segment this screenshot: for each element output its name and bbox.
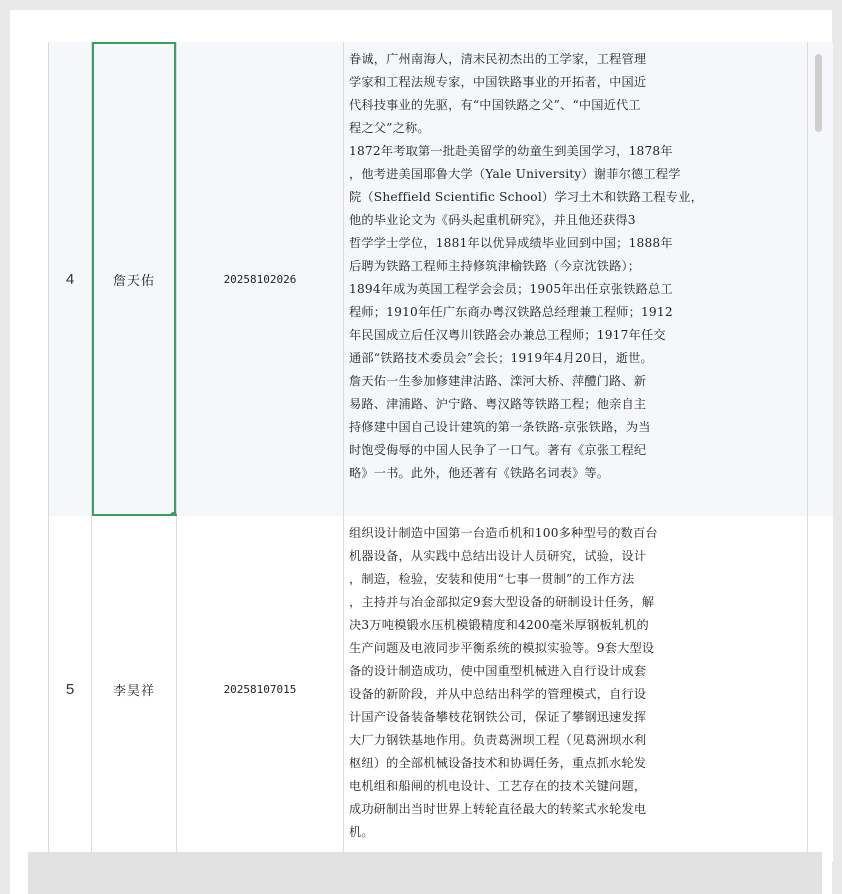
description-line: 设备的新阶段，并从中总结出科学的管理模式，自行设 [349,687,647,701]
description-line: 机。 [349,825,374,839]
description-line: 1872年考取第一批赴美留学的幼童生到美国学习，1878年 [349,144,673,158]
description-line: 决3万吨模锻水压机模锻精度和4200毫米厚钢板轧机的 [349,618,649,632]
student-id-cell[interactable]: 20258107015 [223,682,297,696]
name-cell[interactable]: 詹天佑 [92,42,176,516]
spreadsheet-view [10,10,832,894]
column-divider [807,42,808,516]
description-line: 后聘为铁路工程师主持修筑津榆铁路（今京沈铁路）； [349,259,641,273]
column-divider [807,516,808,862]
description-line: 程之父”之称。 [349,121,430,135]
description-line: 大厂力钢铁基地作用。负责葛洲坝工程（见葛洲坝水利 [349,733,647,747]
student-id-cell[interactable]: 20258102026 [223,272,297,286]
description-line: 成功研制出当时世界上转轮直径最大的转桨式水轮发电 [349,802,647,816]
description-cell[interactable] [345,516,805,862]
description-line: ，他考进美国耶鲁大学（Yale University）谢菲尔德工程学 [349,167,681,181]
description-line: 计国产设备装备攀枝花钢铁公司，保证了攀钢迅速发挥 [349,710,647,724]
description-line: 时饱受侮辱的中国人民争了一口气。著有《京张工程纪 [349,443,647,457]
description-line: 代科技事业的先驱，有“中国铁路之父”、“中国近代工 [349,98,641,112]
name-cell[interactable]: 李昊祥 [112,683,155,699]
row-index: 5 [65,680,75,698]
description-line: 机器设备，从实践中总结出设计人员研究，试验，设计 [349,549,647,563]
description-line: 院（Sheffield Scientific School）学习土木和铁路工程专业， [349,190,703,204]
description-line: 哲学学士学位，1881年以优异成绩毕业回到中国；1888年 [349,236,673,250]
table-row[interactable] [49,516,833,862]
description-line: 电机组和船闸的机电设计、工艺存在的技术关键问题， [349,779,647,793]
description-line: 詹天佑一生参加修建津沽路、滦河大桥、萍醴门路、新 [349,374,647,388]
description-line: ，制造，检验，安装和使用“七事一贯制”的工作方法 [349,572,635,586]
description-line: 生产问题及电液同步平衡系统的模拟实验等。9套大型设 [349,641,655,655]
description-line: 程师；1910年任广东商办粤汉铁路总经理兼工程师；1912 [349,305,673,319]
description-line: 枢纽）的全部机械设备技术和协调任务，重点抓水轮发 [349,756,647,770]
column-divider [343,42,344,516]
description-line: 组织设计制造中国第一台造币机和100多种型号的数百台 [349,526,658,540]
bottom-bar [28,852,822,894]
table-row[interactable] [49,42,833,516]
description-line: 他的毕业论文为《码头起重机研究》，并且他还获得3 [349,213,636,227]
description-line: 学家和工程法规专家，中国铁路事业的开拓者，中国近 [349,75,647,89]
description-line: 持修建中国自己设计建筑的第一条铁路-京张铁路，为当 [349,420,651,434]
column-divider [343,516,344,862]
description-line: 眷诚，广州南海人，清末民初杰出的工学家，工程管理 [349,52,647,66]
description-line: 年民国成立后任汉粤川铁路会办兼总工程师；1917年任交 [349,328,666,342]
cell-scrollbar[interactable] [815,54,822,132]
description-line: 通部“铁路技术委员会”会长；1919年4月20日，逝世。 [349,351,653,365]
description-cell[interactable] [345,42,805,516]
description-line: 易路、津浦路、沪宁路、粤汉路等铁路工程；他亲自主 [349,397,647,411]
data-table [48,42,833,862]
description-line: 备的设计制造成功，使中国重型机械进入自行设计成套 [349,664,647,678]
description-line: 略》一书。此外，他还著有《铁路名词表》等。 [349,466,610,480]
row-index: 4 [65,270,75,288]
description-line: 1894年成为英国工程学会会员；1905年出任京张铁路总工 [349,282,673,296]
description-line: ，主持并与冶金部拟定9套大型设备的研制设计任务，解 [349,595,655,609]
